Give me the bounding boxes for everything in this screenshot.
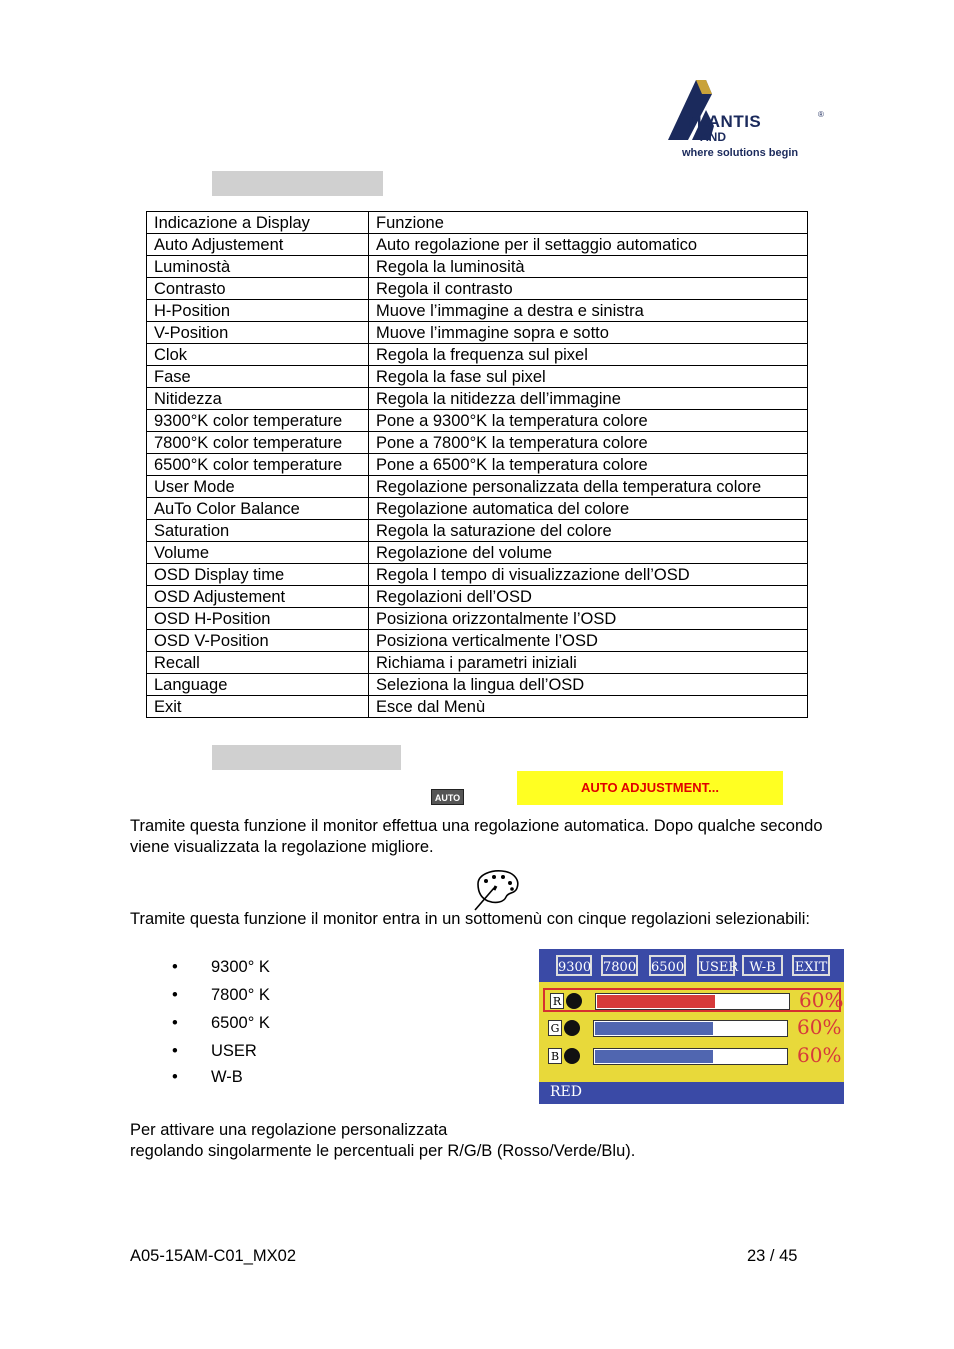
table-row xyxy=(147,542,808,564)
osd-channel-letter: B xyxy=(548,1048,562,1064)
function-cell: Regola la saturazione del colore xyxy=(369,520,808,542)
table-row xyxy=(147,256,808,278)
osd-level-bar xyxy=(593,1020,788,1037)
function-cell: Pone a 9300°K la temperatura colore xyxy=(369,410,808,432)
osd-channel-row xyxy=(543,1017,841,1041)
function-cell: Regola la luminosità xyxy=(369,256,808,278)
function-cell: Muove l’immagine a destra e sinistra xyxy=(369,300,808,322)
table-row xyxy=(147,696,808,718)
table-row xyxy=(147,322,808,344)
osd-level-fill xyxy=(595,1050,713,1063)
table-row xyxy=(147,278,808,300)
osd-status-text: RED xyxy=(550,1084,582,1100)
function-cell: Esce dal Menù xyxy=(369,696,808,718)
function-cell: Posiziona verticalmente l’OSD xyxy=(369,630,808,652)
display-indication-cell: 9300°K color temperature xyxy=(147,410,369,432)
function-cell: Regolazione del volume xyxy=(369,542,808,564)
display-indication-cell: OSD Adjustement xyxy=(147,586,369,608)
osd-tab-6500: 6500 xyxy=(649,955,686,976)
half-circle-icon xyxy=(564,1048,580,1064)
function-cell: Regola l tempo di visualizzazione dell’OSD xyxy=(369,564,808,586)
osd-color-menu-screenshot xyxy=(539,949,844,1104)
section-heading-placeholder xyxy=(212,171,383,196)
table-row xyxy=(147,564,808,586)
function-cell: Richiama i parametri iniziali xyxy=(369,652,808,674)
osd-channel-row xyxy=(543,988,844,1012)
function-cell: Pone a 6500°K la temperatura colore xyxy=(369,454,808,476)
function-cell: Funzione xyxy=(369,212,808,234)
osd-function-table xyxy=(146,211,808,718)
display-indication-cell: V-Position xyxy=(147,322,369,344)
osd-tab-7800: 7800 xyxy=(601,955,638,976)
display-indication-cell: Volume xyxy=(147,542,369,564)
display-indication-cell: Clok xyxy=(147,344,369,366)
function-cell: Regolazione personalizzata della temperatura colore xyxy=(369,476,808,498)
user-mode-note-line: regolando singolarmente le percentuali per R/G/B (Rosso/Verde/Blu). xyxy=(130,1142,636,1160)
display-indication-cell: User Mode xyxy=(147,476,369,498)
display-indication-cell: Exit xyxy=(147,696,369,718)
display-indication-cell: OSD V-Position xyxy=(147,630,369,652)
page-number: 23 / 45 xyxy=(747,1247,798,1265)
table-row xyxy=(147,630,808,652)
function-cell: Seleziona la lingua dell’OSD xyxy=(369,674,808,696)
table-row xyxy=(147,432,808,454)
section-heading-placeholder xyxy=(212,745,401,770)
list-item: • 7800° K xyxy=(172,986,270,1004)
auto-icon: AUTO xyxy=(431,789,464,805)
osd-level-bar xyxy=(595,993,790,1010)
logo-tagline: where solutions begin xyxy=(682,147,799,159)
table-row xyxy=(147,234,808,256)
palette-icon xyxy=(472,868,522,912)
list-item: • 9300° K xyxy=(172,958,270,976)
function-cell: Regolazioni dell’OSD xyxy=(369,586,808,608)
table-row xyxy=(147,366,808,388)
function-cell: Regola il contrasto xyxy=(369,278,808,300)
table-row xyxy=(147,608,808,630)
half-circle-icon xyxy=(564,1020,580,1036)
function-cell: Pone a 7800°K la temperatura colore xyxy=(369,432,808,454)
osd-level-fill xyxy=(595,1022,713,1035)
osd-percent-value: 60% xyxy=(799,988,844,1012)
function-cell: Regola la frequenza sul pixel xyxy=(369,344,808,366)
display-indication-cell: 7800°K color temperature xyxy=(147,432,369,454)
table-row xyxy=(147,454,808,476)
display-indication-cell: Indicazione a Display xyxy=(147,212,369,234)
display-indication-cell: Fase xyxy=(147,366,369,388)
osd-tab-bar xyxy=(539,949,844,982)
osd-level-bar xyxy=(593,1048,788,1065)
auto-description: Tramite questa funzione il monitor effettua una regolazione automatica. Dopo qualche secondo viene visualizzata la regolazione migliore. xyxy=(130,817,823,856)
osd-percent-value: 60% xyxy=(797,1043,842,1067)
function-cell: Regola la fase sul pixel xyxy=(369,366,808,388)
display-indication-cell: 6500°K color temperature xyxy=(147,454,369,476)
function-cell: Posiziona orizzontalmente l’OSD xyxy=(369,608,808,630)
color-description: Tramite questa funzione il monitor entra in un sottomenù con cinque regolazioni selezionabili: xyxy=(130,910,810,928)
osd-tab-9300: 9300 xyxy=(556,955,592,976)
display-indication-cell: Auto Adjustement xyxy=(147,234,369,256)
osd-status-bar xyxy=(539,1082,844,1104)
list-item: • USER xyxy=(172,1042,257,1060)
table-row xyxy=(147,674,808,696)
display-indication-cell: OSD H-Position xyxy=(147,608,369,630)
list-item: • W-B xyxy=(172,1068,243,1086)
function-cell: Regola la nitidezza dell’immagine xyxy=(369,388,808,410)
function-cell: Regolazione automatica del colore xyxy=(369,498,808,520)
table-row xyxy=(147,498,808,520)
osd-tab-exit: EXIT xyxy=(792,955,830,976)
display-indication-cell: Language xyxy=(147,674,369,696)
osd-level-fill xyxy=(597,995,715,1008)
display-indication-cell: AuTo Color Balance xyxy=(147,498,369,520)
osd-channel-row xyxy=(543,1045,841,1069)
table-row xyxy=(147,344,808,366)
table-row xyxy=(147,586,808,608)
user-mode-note xyxy=(130,1120,850,1162)
table-header-row xyxy=(147,212,808,234)
display-indication-cell: H-Position xyxy=(147,300,369,322)
display-indication-cell: Luminostà xyxy=(147,256,369,278)
table-row xyxy=(147,388,808,410)
table-row xyxy=(147,476,808,498)
function-cell: Auto regolazione per il settaggio automatico xyxy=(369,234,808,256)
osd-tab-wb: W-B xyxy=(742,955,783,976)
table-row xyxy=(147,410,808,432)
document-code: A05-15AM-C01_MX02 xyxy=(130,1247,296,1265)
display-indication-cell: Nitidezza xyxy=(147,388,369,410)
function-cell: Muove l’immagine sopra e sotto xyxy=(369,322,808,344)
half-circle-icon xyxy=(566,993,582,1009)
auto-adjustment-banner: AUTO ADJUSTMENT... xyxy=(517,771,783,805)
table-row xyxy=(147,652,808,674)
logo-and: AND xyxy=(700,130,726,144)
osd-tab-user: USER xyxy=(697,955,735,976)
user-mode-note-line: Per attivare una regolazione personalizzata xyxy=(130,1121,448,1139)
display-indication-cell: Saturation xyxy=(147,520,369,542)
osd-channel-letter: R xyxy=(550,993,564,1009)
display-indication-cell: Recall xyxy=(147,652,369,674)
table-row xyxy=(147,520,808,542)
table-row xyxy=(147,300,808,322)
list-item: • 6500° K xyxy=(172,1014,270,1032)
display-indication-cell: Contrasto xyxy=(147,278,369,300)
display-indication-cell: OSD Display time xyxy=(147,564,369,586)
logo-registered: ® xyxy=(818,110,824,119)
logo-word: TLANTIS xyxy=(686,112,762,131)
osd-channel-letter: G xyxy=(548,1020,562,1036)
osd-percent-value: 60% xyxy=(797,1015,842,1039)
